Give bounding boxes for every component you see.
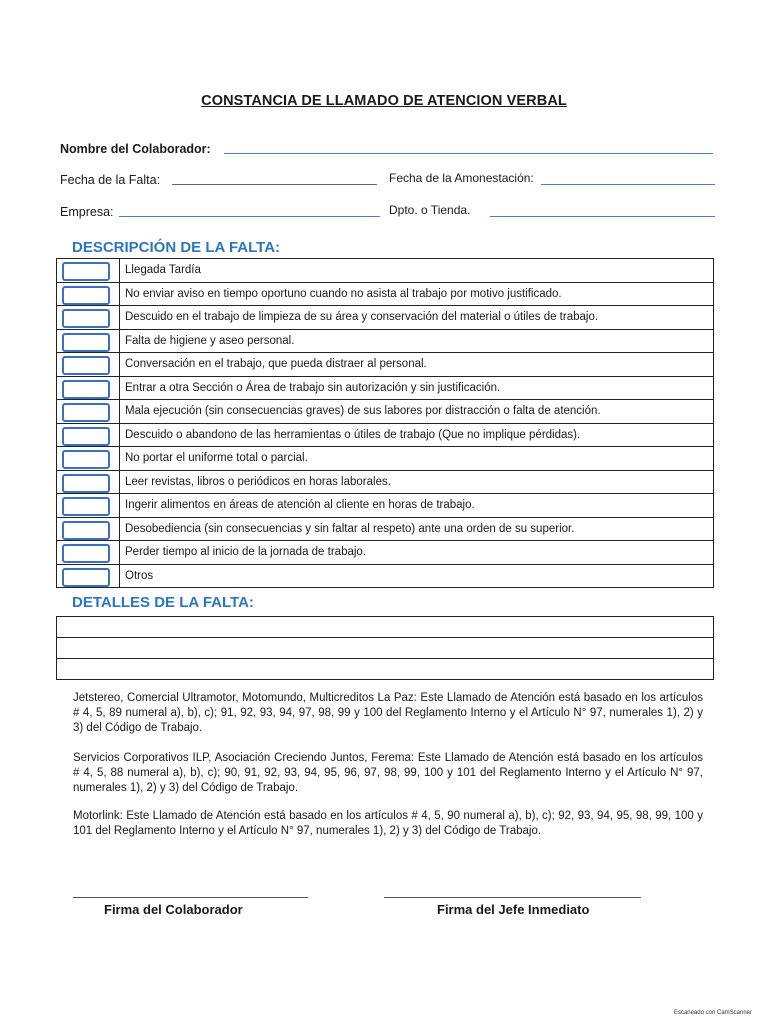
falta-checkbox[interactable] — [62, 450, 110, 469]
falta-checkbox-cell — [57, 447, 120, 471]
falta-row — [57, 447, 714, 471]
firma-jefe-label: Firma del Jefe Inmediato — [437, 902, 590, 917]
detalles-row[interactable] — [57, 617, 714, 638]
nombre-field[interactable] — [224, 153, 713, 154]
detalles-table — [56, 616, 714, 680]
detalles-heading: DETALLES DE LA FALTA: — [72, 594, 254, 611]
falta-checkbox[interactable] — [62, 544, 110, 563]
firma-colaborador-label: Firma del Colaborador — [104, 902, 243, 917]
falta-row — [57, 259, 714, 283]
falta-description: Llegada Tardía — [120, 259, 714, 283]
falta-row — [57, 470, 714, 494]
falta-description: No enviar aviso en tiempo oportuno cuando no asista al trabajo por motivo justificado. — [120, 282, 714, 306]
falta-checkbox-cell — [57, 541, 120, 565]
falta-row — [57, 564, 714, 588]
falta-checkbox[interactable] — [62, 356, 110, 375]
falta-checkbox-cell — [57, 423, 120, 447]
falta-row — [57, 329, 714, 353]
legal-paragraph-2: Servicios Corporativos ILP, Asociación Creciendo Juntos, Ferema: Este Llamado de Atención está basado en los artículos # 4, 5, 88 numeral a), b), c); 90, 91, 92, 93, 94, 95, 96, 97, 98, 99, 100 y 101 del Reglamento Interno y el Artículo N° 97, numerales 1), 2) y 3) del Código de Trabajo. — [73, 752, 703, 794]
falta-description: No portar el uniforme total o parcial. — [120, 447, 714, 471]
nombre-label: Nombre del Colaborador: — [60, 142, 211, 156]
empresa-field[interactable] — [119, 216, 380, 217]
falta-checkbox-cell — [57, 470, 120, 494]
falta-checkbox-cell — [57, 329, 120, 353]
falta-description: Conversación en el trabajo, que pueda distraer al personal. — [120, 353, 714, 377]
falta-description: Otros — [120, 564, 714, 588]
falta-description: Leer revistas, libros o periódicos en horas laborales. — [120, 470, 714, 494]
fecha-falta-field[interactable] — [172, 184, 377, 185]
legal-paragraph-3: Motorlink: Este Llamado de Atención está basado en los artículos # 4, 5, 90 numeral a), b), c); 92, 93, 94, 95, 98, 99, 100 y 101 del Reglamento Interno y el Artículo N° 97, numerales 1), 2) y 3) del Código de Trabajo. — [73, 810, 703, 837]
legal-paragraph-1: Jetstereo, Comercial Ultramotor, Motomundo, Multicreditos La Paz: Este Llamado de Atención está basado en los artículos # 4, 5, 89 numeral a), b), c); 91, 92, 93, 94, 97, 98, 99 y 100 del Reglamento Interno y el Artículo N° 97, numerales 1), 2) y 3) del Código de Trabajo. — [73, 692, 703, 734]
falta-description: Mala ejecución (sin consecuencias graves) de sus labores por distracción o falta de atención. — [120, 400, 714, 424]
falta-description: Desobediencia (sin consecuencias y sin faltar al respeto) ante una orden de su superior. — [120, 517, 714, 541]
dpto-field[interactable] — [490, 216, 715, 217]
fecha-amonestacion-label: Fecha de la Amonestación: — [389, 171, 534, 185]
falta-checkbox[interactable] — [62, 286, 110, 305]
falta-checkbox[interactable] — [62, 309, 110, 328]
falta-row — [57, 423, 714, 447]
falta-row — [57, 282, 714, 306]
falta-row — [57, 517, 714, 541]
fecha-falta-label: Fecha de la Falta: — [60, 173, 161, 187]
falta-checkbox[interactable] — [62, 521, 110, 540]
falta-row — [57, 494, 714, 518]
falta-description: Descuido en el trabajo de limpieza de su área y conservación del material o útiles de trabajo. — [120, 306, 714, 330]
falta-checkbox[interactable] — [62, 497, 110, 516]
falta-row — [57, 541, 714, 565]
falta-row — [57, 400, 714, 424]
falta-checkbox[interactable] — [62, 568, 110, 587]
falta-checkbox-cell — [57, 494, 120, 518]
falta-checkbox-cell — [57, 353, 120, 377]
falta-row — [57, 376, 714, 400]
falta-description: Falta de higiene y aseo personal. — [120, 329, 714, 353]
descripcion-heading: DESCRIPCIÓN DE LA FALTA: — [72, 239, 281, 256]
detalles-row[interactable] — [57, 638, 714, 659]
document-title: CONSTANCIA DE LLAMADO DE ATENCION VERBAL — [201, 93, 567, 109]
dpto-label: Dpto. o Tienda. — [389, 203, 471, 217]
faltas-table — [56, 258, 714, 588]
falta-description: Descuido o abandono de las herramientas o útiles de trabajo (Que no implique pérdidas). — [120, 423, 714, 447]
falta-description: Perder tiempo al inicio de la jornada de trabajo. — [120, 541, 714, 565]
falta-checkbox[interactable] — [62, 262, 110, 281]
falta-row — [57, 353, 714, 377]
falta-checkbox[interactable] — [62, 474, 110, 493]
firma-colaborador-line[interactable] — [73, 897, 308, 898]
falta-checkbox-cell — [57, 282, 120, 306]
empresa-label: Empresa: — [60, 205, 114, 219]
falta-checkbox[interactable] — [62, 380, 110, 399]
falta-checkbox-cell — [57, 400, 120, 424]
falta-checkbox-cell — [57, 306, 120, 330]
falta-checkbox-cell — [57, 259, 120, 283]
scanner-footer: Escaneado con CamScanner — [673, 1010, 752, 1016]
detalles-row[interactable] — [57, 659, 714, 680]
falta-checkbox[interactable] — [62, 403, 110, 422]
falta-checkbox[interactable] — [62, 333, 110, 352]
falta-checkbox-cell — [57, 376, 120, 400]
falta-description: Entrar a otra Sección o Área de trabajo sin autorización y sin justificación. — [120, 376, 714, 400]
falta-description: Ingerir alimentos en áreas de atención al cliente en horas de trabajo. — [120, 494, 714, 518]
falta-checkbox[interactable] — [62, 427, 110, 446]
firma-jefe-line[interactable] — [384, 897, 641, 898]
falta-checkbox-cell — [57, 517, 120, 541]
falta-row — [57, 306, 714, 330]
fecha-amonestacion-field[interactable] — [541, 184, 715, 185]
falta-checkbox-cell — [57, 564, 120, 588]
